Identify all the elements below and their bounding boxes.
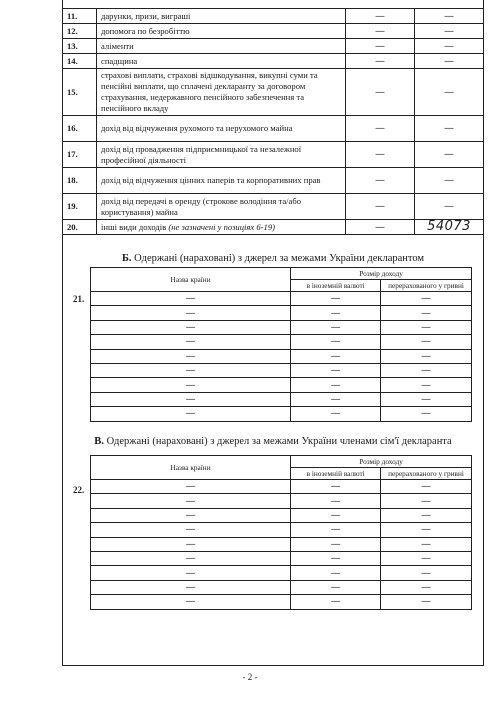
uah-cell: — [381, 392, 472, 406]
income-amount-family: — [415, 168, 484, 194]
country-cell: — [91, 407, 291, 421]
uah-cell: — [381, 523, 472, 537]
row-number-21: 21. [73, 294, 85, 304]
income-row [63, 39, 484, 54]
income-row [63, 54, 484, 69]
row-number: 15. [63, 69, 97, 116]
col-size-header: Розмір доходу [291, 268, 472, 280]
foreign-currency-cell: — [291, 494, 381, 508]
table-row [91, 537, 472, 551]
col-size-header: Розмір доходу [291, 456, 472, 468]
foreign-currency-cell: — [291, 595, 381, 609]
uah-cell: — [381, 494, 472, 508]
foreign-currency-cell: — [291, 363, 381, 377]
income-type-label: аліменти [97, 39, 346, 54]
col-uah-header: перерахованого у гривні [381, 468, 472, 480]
country-cell: — [91, 363, 291, 377]
income-type-label: дохід від відчуження цінних паперів та корпоративних прав [97, 168, 346, 194]
income-row [63, 194, 484, 220]
uah-cell: — [381, 566, 472, 580]
uah-cell: — [381, 349, 472, 363]
income-amount-family: — [415, 9, 484, 24]
col-country-header: Назва країни [91, 456, 291, 480]
country-cell: — [91, 349, 291, 363]
income-type-label: спадщина [97, 54, 346, 69]
uah-cell: — [381, 320, 472, 334]
table-row [91, 580, 472, 594]
income-type-label: дохід від провадження підприємницької та незалежної професійної діяльності [97, 142, 346, 168]
country-cell: — [91, 480, 291, 494]
uah-cell: — [381, 595, 472, 609]
country-cell: — [91, 320, 291, 334]
income-row [63, 168, 484, 194]
table-row [91, 320, 472, 334]
col-uah-header: перерахованого у гривні [381, 280, 472, 292]
uah-cell: — [381, 537, 472, 551]
income-amount-family: 54073 [415, 220, 484, 235]
table-row [91, 392, 472, 406]
income-amount-declarant: — [346, 39, 415, 54]
uah-cell: — [381, 306, 472, 320]
income-row [63, 220, 484, 235]
foreign-currency-cell: — [291, 508, 381, 522]
income-amount-declarant: — [346, 116, 415, 142]
income-amount-family: — [415, 39, 484, 54]
row-number: 17. [63, 142, 97, 168]
table-row [91, 551, 472, 565]
income-amount-declarant: — [346, 220, 415, 235]
col-country-header: Назва країни [91, 268, 291, 292]
table-row [91, 378, 472, 392]
country-cell: — [91, 595, 291, 609]
table-row [91, 523, 472, 537]
uah-cell: — [381, 580, 472, 594]
income-row [63, 69, 484, 116]
income-amount-declarant: — [346, 194, 415, 220]
table-row [91, 335, 472, 349]
row-number: 16. [63, 116, 97, 142]
foreign-currency-cell: — [291, 480, 381, 494]
table-row [91, 292, 472, 306]
row-number: 18. [63, 168, 97, 194]
income-type-label: інші види доходів (не зазначені у позиціях 6-19) [97, 220, 346, 235]
country-cell: — [91, 392, 291, 406]
country-cell: — [91, 523, 291, 537]
uah-cell: — [381, 363, 472, 377]
row-number: 20. [63, 220, 97, 235]
foreign-currency-cell: — [291, 320, 381, 334]
foreign-currency-cell: — [291, 335, 381, 349]
row-number: 19. [63, 194, 97, 220]
table-row [91, 566, 472, 580]
uah-cell: — [381, 292, 472, 306]
country-cell: — [91, 292, 291, 306]
foreign-currency-cell: — [291, 306, 381, 320]
foreign-currency-cell: — [291, 349, 381, 363]
income-amount-family: — [415, 116, 484, 142]
foreign-currency-cell: — [291, 566, 381, 580]
country-cell: — [91, 580, 291, 594]
foreign-currency-cell: — [291, 378, 381, 392]
country-cell: — [91, 335, 291, 349]
uah-cell: — [381, 335, 472, 349]
income-row [63, 24, 484, 39]
income-table [62, 8, 484, 235]
table-row [91, 494, 472, 508]
col-foreign-header: в іноземній валюті [291, 280, 381, 292]
table-row [91, 480, 472, 494]
section-c-title: В. Одержані (нараховані) з джерел за межами України членами сім'ї декларанта [94, 436, 452, 447]
section-b-title: Б. Одержані (нараховані) з джерел за межами України декларантом [121, 253, 425, 264]
page-number: - 2 - [242, 672, 258, 682]
row-number: 12. [63, 24, 97, 39]
row-number: 13. [63, 39, 97, 54]
row-number: 14. [63, 54, 97, 69]
country-cell: — [91, 566, 291, 580]
income-amount-declarant: — [346, 54, 415, 69]
income-amount-family: — [415, 54, 484, 69]
table-row [91, 508, 472, 522]
foreign-currency-cell: — [291, 537, 381, 551]
row-number-22: 22. [73, 485, 85, 495]
income-amount-declarant: — [346, 24, 415, 39]
section-b-table [90, 267, 472, 422]
col-foreign-header: в іноземній валюті [291, 468, 381, 480]
country-cell: — [91, 551, 291, 565]
income-amount-declarant: — [346, 168, 415, 194]
country-cell: — [91, 378, 291, 392]
uah-cell: — [381, 480, 472, 494]
income-type-label: дарунки, призи, виграші [97, 9, 346, 24]
table-row [91, 595, 472, 609]
income-amount-family: — [415, 24, 484, 39]
income-row [63, 142, 484, 168]
income-type-label: страхові виплати, страхові відшкодування, викупні суми та пенсійні виплати, що сплачені декларанту за договором страхування, недержавного пенсійного забезпечення та пенсійного вкладу [97, 69, 346, 116]
foreign-currency-cell: — [291, 580, 381, 594]
uah-cell: — [381, 508, 472, 522]
country-cell: — [91, 306, 291, 320]
table-row [91, 407, 472, 421]
country-cell: — [91, 537, 291, 551]
table-row [91, 306, 472, 320]
section-c-table [90, 455, 472, 610]
income-amount-declarant: — [346, 69, 415, 116]
income-type-label: дохід від відчуження рухомого та нерухомого майна [97, 116, 346, 142]
foreign-currency-cell: — [291, 292, 381, 306]
income-type-label: дохід від передачі в оренду (строкове володіння та/або користування) майна [97, 194, 346, 220]
uah-cell: — [381, 551, 472, 565]
uah-cell: — [381, 407, 472, 421]
income-amount-declarant: — [346, 142, 415, 168]
table-row [91, 349, 472, 363]
country-cell: — [91, 508, 291, 522]
foreign-currency-cell: — [291, 523, 381, 537]
income-amount-declarant: — [346, 9, 415, 24]
foreign-currency-cell: — [291, 392, 381, 406]
country-cell: — [91, 494, 291, 508]
income-row [63, 116, 484, 142]
income-amount-family: — [415, 142, 484, 168]
income-type-label: допомога по безробіттю [97, 24, 346, 39]
income-amount-family: — [415, 194, 484, 220]
uah-cell: — [381, 378, 472, 392]
foreign-currency-cell: — [291, 551, 381, 565]
income-row [63, 9, 484, 24]
table-row [91, 363, 472, 377]
foreign-currency-cell: — [291, 407, 381, 421]
row-number: 11. [63, 9, 97, 24]
income-amount-family: — [415, 69, 484, 116]
